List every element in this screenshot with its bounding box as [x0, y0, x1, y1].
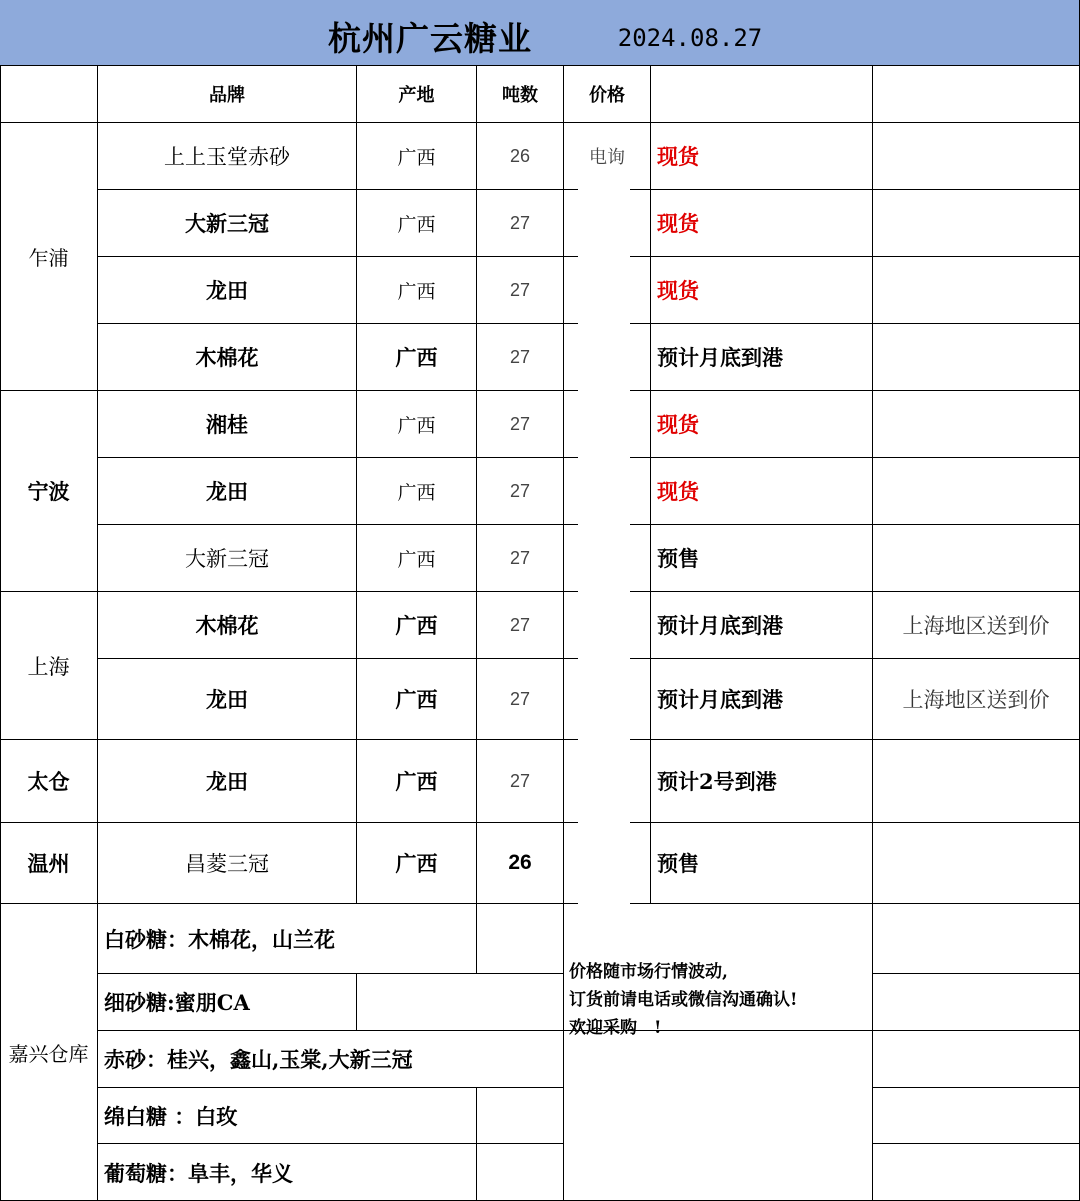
- grid-line-h: [872, 973, 1080, 974]
- status-cell: 预计月底到港: [657, 687, 783, 712]
- brand-cell: 龙田: [206, 687, 248, 712]
- origin-cell: 广西: [395, 769, 438, 794]
- origin-cell: 广西: [395, 687, 438, 712]
- price-notice: [569, 958, 869, 1042]
- status-cell: 现货: [657, 211, 699, 236]
- grid-line-v: [872, 65, 873, 903]
- region-zhapu: 乍浦: [28, 246, 69, 270]
- status-cell: 现货: [657, 412, 699, 437]
- status-cell: 现货: [657, 144, 699, 169]
- brand-cell: 木棉花: [195, 345, 259, 370]
- warehouse-item: 细砂糖:蜜朋CA: [104, 990, 250, 1015]
- notice-line-3: 欢迎采购 !: [569, 1018, 662, 1038]
- status-cell: 预计月底到港: [657, 345, 783, 370]
- grid-line-v: [476, 1087, 477, 1201]
- status-cell: 预售: [657, 851, 699, 876]
- grid-line-v: [872, 903, 873, 1201]
- grid-line-h: [872, 1143, 1080, 1144]
- brand-cell: 木棉花: [195, 613, 259, 638]
- grid-line-h: [630, 903, 1080, 904]
- tons-cell: 27: [509, 547, 531, 568]
- warehouse-item: 葡萄糖：阜丰，华义: [104, 1160, 293, 1186]
- status-cell: 预售: [657, 546, 699, 571]
- origin-cell: 广西: [397, 481, 436, 504]
- grid-line-v: [356, 973, 357, 1030]
- warehouse-item: 绵白糖 ：白玫: [104, 1103, 238, 1129]
- tons-cell: 26: [509, 145, 531, 166]
- brand-cell: 大新三冠: [185, 547, 269, 571]
- tons-cell: 27: [509, 480, 531, 501]
- origin-cell: 广西: [395, 345, 438, 370]
- tons-cell: 27: [509, 346, 531, 367]
- notice-line-1: 价格随市场行情波动,: [569, 962, 728, 982]
- grid-line-v: [563, 65, 564, 903]
- grid-line-h: [872, 1030, 1080, 1031]
- brand-cell: 龙田: [206, 278, 248, 303]
- company-title: 杭州广云糖业: [328, 18, 532, 58]
- origin-cell: 广西: [397, 548, 436, 571]
- tons-cell: 26: [508, 851, 532, 874]
- origin-cell: 广西: [397, 213, 436, 236]
- grid-line-v: [476, 903, 477, 973]
- region-jiaxing: 嘉兴仓库: [8, 1042, 89, 1066]
- origin-cell: 广西: [395, 851, 438, 876]
- status-cell: 预计2号到港: [657, 769, 777, 794]
- warehouse-item: 白砂糖：木棉花，山兰花: [104, 927, 335, 952]
- col-header-origin: 产地: [398, 85, 435, 106]
- col-header-price: 价格: [589, 85, 625, 106]
- brand-cell: 湘桂: [206, 412, 248, 437]
- date-label: 2024.08.27: [617, 24, 763, 52]
- status-cell: 现货: [657, 479, 699, 504]
- brand-cell: 昌菱三冠: [185, 852, 269, 876]
- region-wenzhou: 温州: [27, 851, 70, 876]
- brand-cell: 大新三冠: [185, 211, 269, 236]
- tons-cell: 27: [509, 413, 531, 434]
- brand-cell: 上上玉堂赤砂: [164, 145, 290, 169]
- brand-cell: 龙田: [206, 479, 248, 504]
- origin-cell: 广西: [397, 146, 436, 169]
- col-header-brand: 品牌: [209, 85, 245, 106]
- origin-cell: 广西: [397, 280, 436, 303]
- status-cell: 现货: [657, 278, 699, 303]
- origin-cell: 广西: [397, 414, 436, 437]
- tons-cell: 27: [509, 279, 531, 300]
- region-shanghai: 上海: [27, 654, 70, 679]
- status-cell: 预计月底到港: [657, 613, 783, 638]
- region-ningbo: 宁波: [27, 479, 70, 504]
- note-cell: 上海地区送到价: [902, 614, 1050, 638]
- tons-cell: 27: [509, 688, 531, 709]
- tons-cell: 27: [509, 212, 531, 233]
- tons-cell: 27: [509, 770, 531, 791]
- note-cell: 上海地区送到价: [902, 688, 1050, 712]
- grid-line-h: [97, 903, 578, 904]
- notice-line-2: 订货前请电话或微信沟通确认!: [569, 990, 798, 1010]
- origin-cell: 广西: [395, 613, 438, 638]
- price-note: 电询: [589, 147, 625, 168]
- grid-line-v: [563, 903, 564, 1201]
- region-taicang: 太仓: [27, 769, 70, 794]
- warehouse-item: 赤砂：桂兴，鑫山,玉棠,大新三冠: [104, 1047, 413, 1072]
- tons-cell: 27: [509, 614, 531, 635]
- brand-cell: 龙田: [206, 769, 248, 794]
- col-header-tons: 吨数: [502, 85, 538, 106]
- grid-line-h: [872, 1087, 1080, 1088]
